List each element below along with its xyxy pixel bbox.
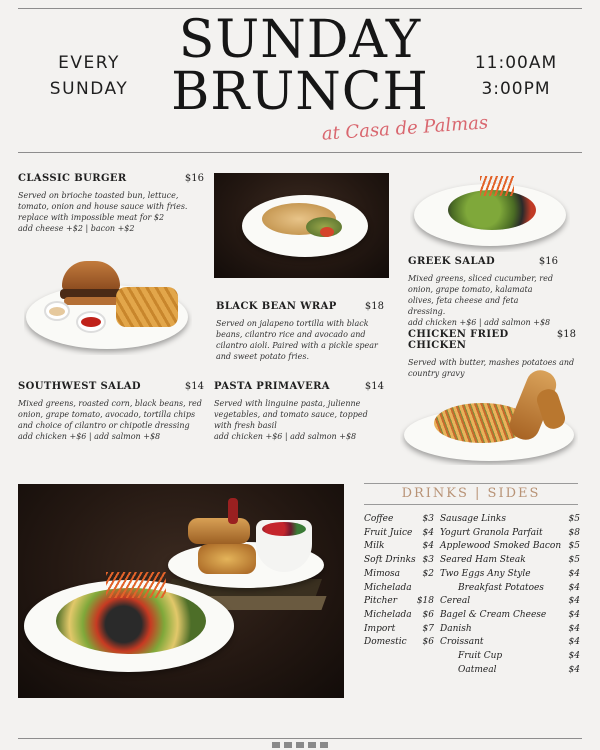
item-price: $5 <box>568 514 580 524</box>
item-price: $4 <box>568 664 580 675</box>
item-name: Coffee <box>364 514 394 524</box>
list-item <box>364 609 434 623</box>
item-price: $2 <box>422 568 434 579</box>
item-price: $4 <box>568 623 580 634</box>
list-item <box>364 554 434 568</box>
item-price: $16 <box>538 256 558 267</box>
item-price: $4 <box>568 582 580 593</box>
footer-logos <box>272 742 332 748</box>
top-rule <box>18 8 582 9</box>
item-name: Croissant <box>440 637 484 648</box>
item-name: Mimosa <box>364 568 401 579</box>
item-price: $6 <box>422 609 434 620</box>
item-price: $7 <box>422 623 434 634</box>
item-price: $4 <box>568 637 580 648</box>
item-name: PASTA PRIMAVERA <box>214 381 330 392</box>
item-price: $18 <box>556 329 576 340</box>
item-name: Michelada <box>364 609 412 620</box>
menu-item-classic-burger <box>18 173 204 234</box>
item-description: Served with butter, mashes potatoes and country gravy <box>408 358 575 378</box>
item-name: Import <box>364 623 396 634</box>
list-item <box>364 568 434 582</box>
item-name: Two Eggs Any Style <box>440 568 531 579</box>
item-name: Yogurt Granola Parfait <box>440 527 543 538</box>
list-item <box>364 623 434 637</box>
chicken-plate-photo <box>214 173 389 278</box>
list-item <box>364 582 434 596</box>
item-name: Applewood Smoked Bacon <box>440 541 562 552</box>
venue-subtitle: at Casa de Palmas <box>321 112 489 145</box>
item-price: $14 <box>184 381 204 392</box>
drinks-sides-heading: DRINKS | SIDES <box>364 483 578 505</box>
list-item <box>440 582 580 596</box>
item-name: CHICKEN FRIED CHICKEN <box>408 329 509 351</box>
hours-label: 11:00AM 3:00PM <box>474 53 558 99</box>
item-name: Milk <box>364 541 385 552</box>
sides-list <box>440 513 580 677</box>
item-name: Danish <box>440 623 472 634</box>
item-price: $4 <box>422 541 434 552</box>
every-sunday-label: EVERY SUNDAY <box>49 53 129 99</box>
list-item <box>440 609 580 623</box>
item-price: $5 <box>568 555 580 566</box>
item-price: $8 <box>568 527 580 538</box>
menu-item-greek-salad <box>408 256 558 328</box>
item-name: Pitcher <box>364 596 398 607</box>
list-item <box>364 513 434 527</box>
item-name: Bagel & Cream Cheese <box>440 609 547 620</box>
item-description: Mixed greens, sliced cucumber, red onion, grape tomato, kalamata olives, feta cheese and feta dressing. add chicken +$6 | add salmon +$8 <box>408 274 553 327</box>
item-description: Served on jalapeno tortilla with black beans, cilantro rice and avocado and cilantro aioli. Paired with a pickle spear and sweet potato fries. <box>216 319 378 361</box>
item-price: $5 <box>568 541 580 552</box>
bottom-rule <box>18 738 582 739</box>
greek-salad-photo <box>410 172 570 252</box>
list-item <box>364 595 434 609</box>
item-description: Mixed greens, roasted corn, black beans, red onion, grape tomato, avocado, tortilla chips and choice of cilantro or chipotle dressing add chicken +$6 | add salmon +$8 <box>18 399 202 441</box>
item-name: BLACK BEAN WRAP <box>216 301 337 312</box>
item-name: Oatmeal <box>458 664 497 675</box>
page-title: SUNDAY BRUNCH <box>171 10 429 122</box>
item-description: Served on brioche toasted bun, lettuce, tomato, onion and house sauce with fries. replace with impossible meat for $2 add cheese +$2 | bacon +$2 <box>18 191 188 233</box>
menu-item-black-bean-wrap <box>216 301 384 362</box>
item-price: $14 <box>364 381 384 392</box>
pasta-photo <box>400 365 578 465</box>
item-name: GREEK SALAD <box>408 256 496 267</box>
item-name: Fruit Cup <box>458 651 503 662</box>
list-item <box>440 664 580 678</box>
list-item <box>440 513 580 527</box>
item-name: Soft Drinks <box>364 555 416 566</box>
list-item <box>364 636 434 650</box>
item-price: $16 <box>184 173 204 184</box>
item-description: Served with linguine pasta, julienne vegetables, and tomato sauce, topped with fresh basil add chicken +$6 | add salmon +$8 <box>214 399 368 441</box>
list-item <box>440 540 580 554</box>
item-price: $4 <box>568 596 580 607</box>
item-name: Breakfast Potatoes <box>458 582 544 593</box>
list-item <box>440 568 580 582</box>
list-item <box>440 650 580 664</box>
brunch-spread-photo <box>18 484 344 698</box>
item-price: $4 <box>568 609 580 620</box>
list-item <box>364 527 434 541</box>
item-name: Michelada <box>364 582 412 593</box>
list-item <box>440 623 580 637</box>
item-name: Fruit Juice <box>364 527 413 538</box>
burger-photo <box>24 255 192 355</box>
list-item <box>440 554 580 568</box>
list-item <box>440 527 580 541</box>
item-price: $4 <box>422 527 434 538</box>
item-name: Seared Ham Steak <box>440 555 526 566</box>
item-price: $6 <box>422 637 434 648</box>
list-item <box>440 636 580 650</box>
menu-item-southwest-salad <box>18 381 204 442</box>
item-name: Domestic <box>364 637 407 648</box>
list-item <box>440 595 580 609</box>
list-item <box>364 540 434 554</box>
item-price: $4 <box>568 568 580 579</box>
item-name: SOUTHWEST SALAD <box>18 381 141 392</box>
item-price: $4 <box>568 651 580 662</box>
item-name: Sausage Links <box>440 514 506 524</box>
menu-item-pasta-primavera <box>214 381 384 442</box>
item-price: $3 <box>422 555 434 566</box>
item-name: Cereal <box>440 596 471 607</box>
item-price: $18 <box>416 596 434 607</box>
header-rule <box>18 152 582 153</box>
item-price: $3 <box>422 514 434 524</box>
item-name: CLASSIC BURGER <box>18 173 127 184</box>
item-price: $18 <box>364 301 384 312</box>
drinks-list <box>364 513 434 650</box>
